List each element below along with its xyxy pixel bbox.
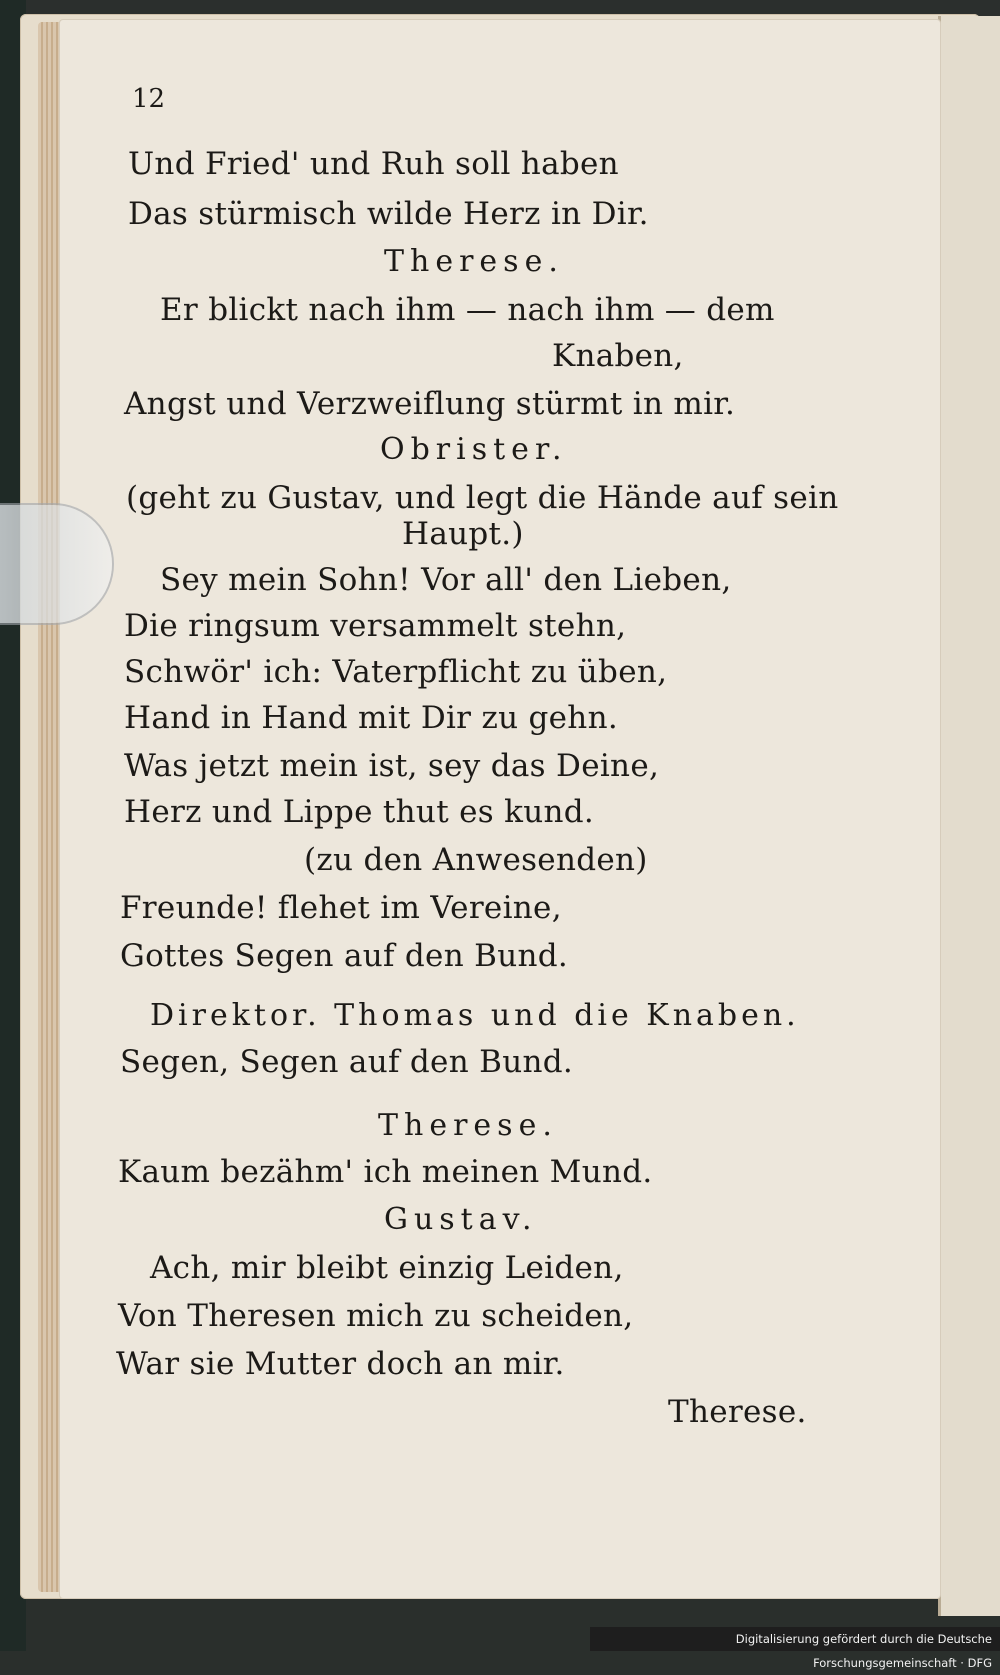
digitization-credit: Digitalisierung gefördert durch die Deutsche Forschungsgemeinschaft · DFG [590,1627,1000,1651]
text-line: Herz und Lippe thut es kund. [124,794,595,830]
text-line: Angst und Verzweiflung stürmt in mir. [124,386,736,422]
stage-direction: (zu den Anwesenden) [304,842,648,878]
text-line: Von Theresen mich zu scheiden, [118,1298,634,1334]
stage-direction: (geht zu Gustav, und legt die Hände auf sein [126,480,839,516]
text-line: Freunde! flehet im Vereine, [120,890,562,926]
text-line: Gottes Segen auf den Bund. [120,938,569,974]
text-line: Schwör' ich: Vaterpflicht zu üben, [124,654,668,690]
text-line: Und Fried' und Ruh soll haben [128,146,619,182]
speaker-name: Direktor. Thomas und die Knaben. [150,998,800,1033]
text-line: Segen, Segen auf den Bund. [120,1044,574,1080]
text-line: Sey mein Sohn! Vor all' den Lieben, [160,562,732,598]
page-number: 12 [132,84,166,114]
speaker-name: Gustav. [384,1202,538,1237]
stage-direction: Haupt.) [402,516,524,552]
text-line: Das stürmisch wilde Herz in Dir. [128,196,649,232]
text-line: Knaben, [552,338,684,374]
catchword: Therese. [668,1394,807,1430]
text-line: Ach, mir bleibt einzig Leiden, [150,1250,624,1286]
speaker-name: Therese. [384,244,564,279]
text-line: Hand in Hand mit Dir zu gehn. [124,700,618,736]
text-line: Er blickt nach ihm — nach ihm — dem [160,292,775,328]
facing-page-edge [938,16,1000,1616]
text-line: Was jetzt mein ist, sey das Deine, [124,748,660,784]
text-line: Die ringsum versammelt stehn, [124,608,627,644]
text-line: War sie Mutter doch an mir. [116,1346,565,1382]
speaker-name: Obrister. [380,432,568,467]
speaker-name: Therese. [378,1108,558,1143]
text-line: Kaum bezähm' ich meinen Mund. [118,1154,653,1190]
